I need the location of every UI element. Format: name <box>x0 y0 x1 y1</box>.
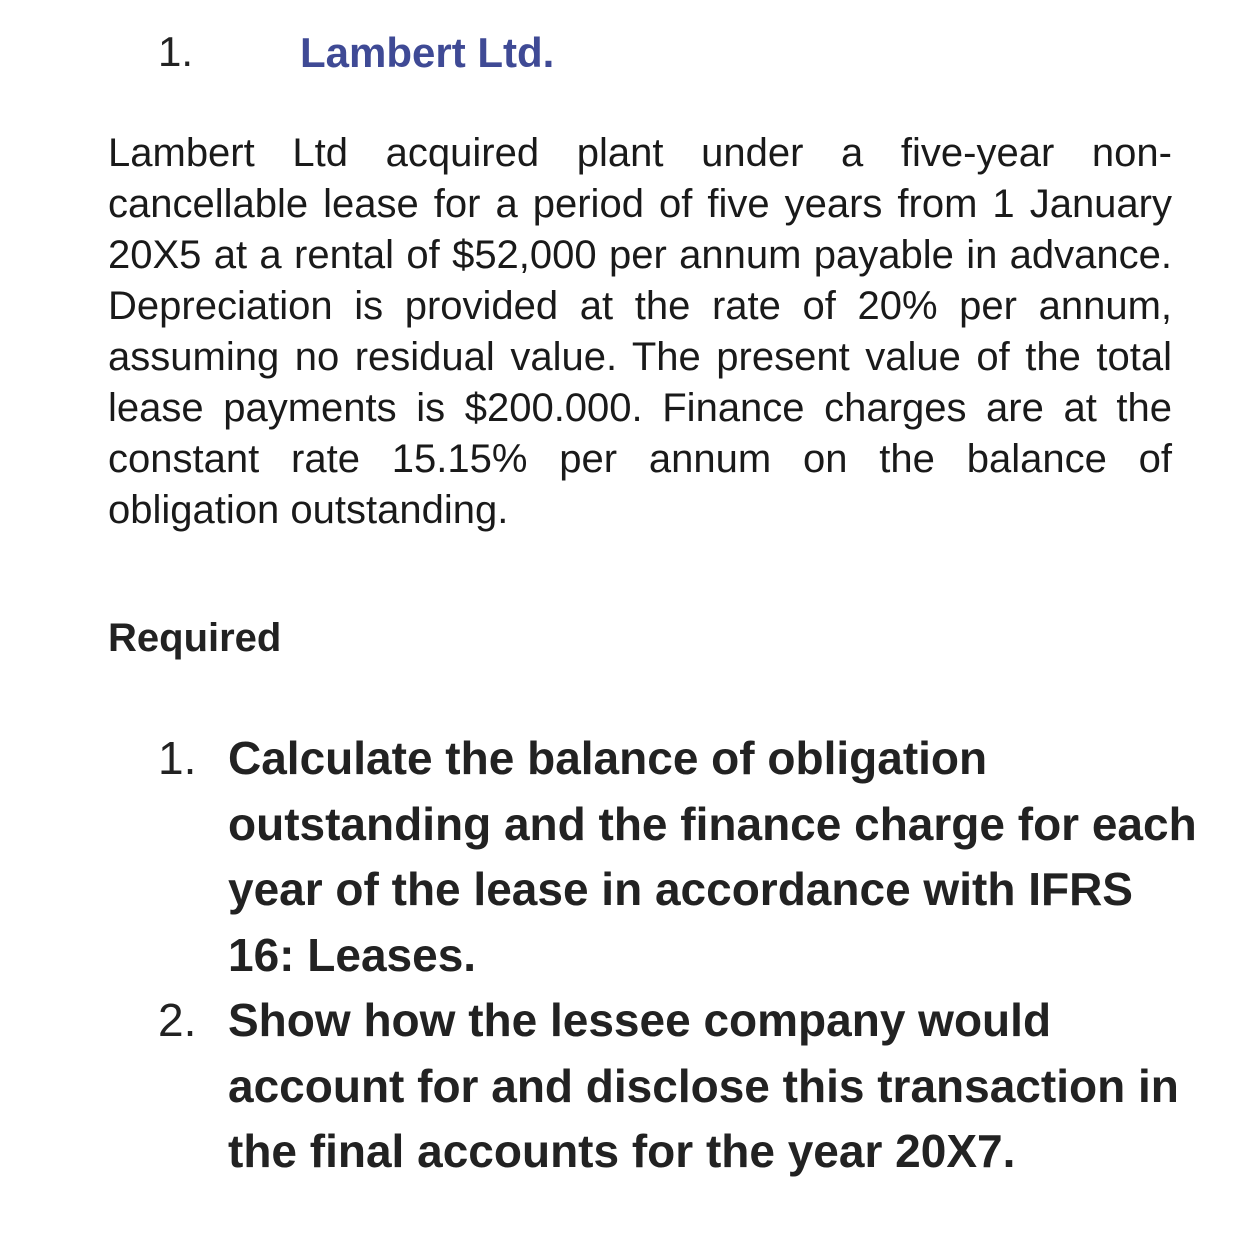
required-item-1 <box>158 726 1198 988</box>
required-item-text: Calculate the balance of obligation outstanding and the finance charge for each year of the lease in accordance with IFRS 16: Leases. <box>228 732 1197 981</box>
company-title: Lambert Ltd. <box>300 29 555 76</box>
question-heading <box>158 26 858 82</box>
required-item-number: 1. <box>158 732 197 784</box>
question-number: 1. <box>158 28 194 75</box>
required-item-2 <box>158 988 1198 1185</box>
required-item-text: Show how the lessee company would account for and disclose this transaction in the final accounts for the year 20X7. <box>228 994 1179 1177</box>
scenario-paragraph: Lambert Ltd acquired plant under a five-year non-cancellable lease for a period of five years from 1 January 20X5 at a rental of $52,000 per annum payable in advance. Depreciation is provided at the rate of 20% per annum, assuming no residual value. The present value of the total lease payments is $200.000. Finance charges are at the constant rate 15.15% per annum on the balance of obligation outstanding. <box>108 131 1172 532</box>
required-item-number: 2. <box>158 994 197 1046</box>
required-heading: Required <box>108 616 282 660</box>
required-list <box>158 726 1198 1185</box>
